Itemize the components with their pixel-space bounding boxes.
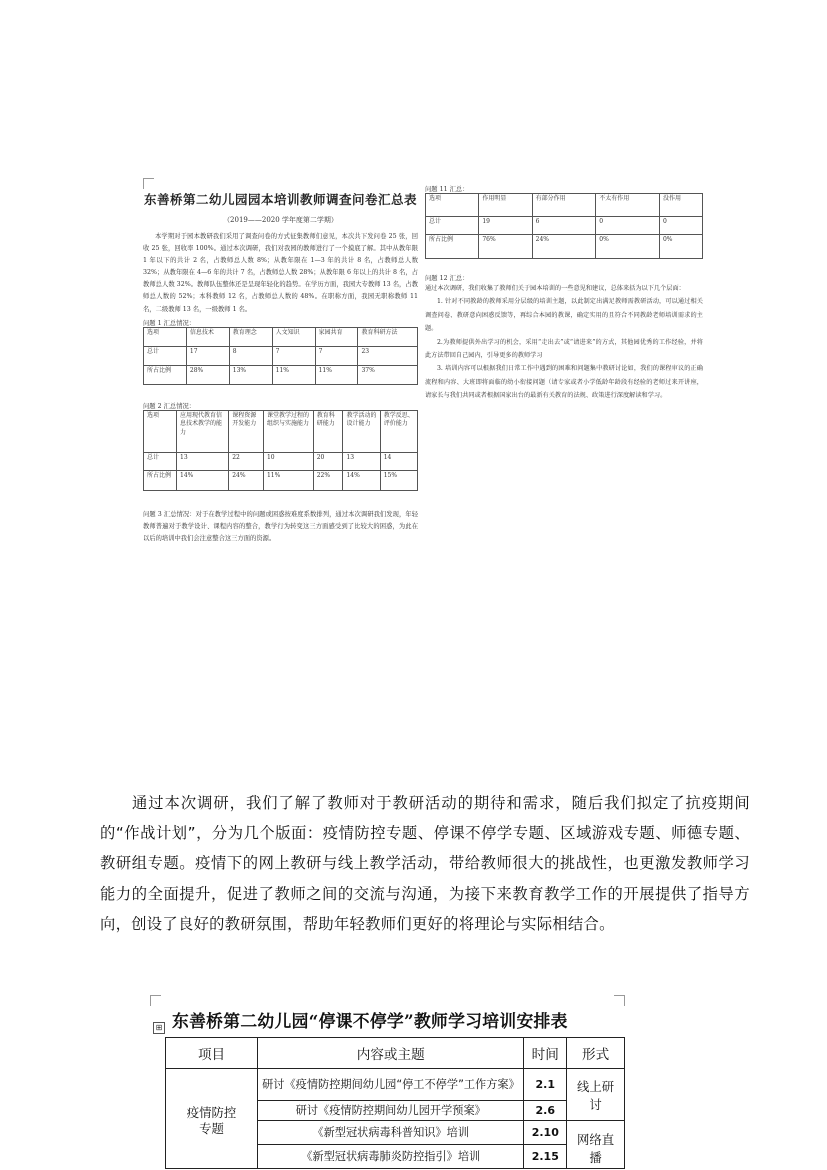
table-cell: 17 — [186, 346, 229, 365]
table-cell: 7 — [315, 346, 358, 365]
table-row — [144, 346, 418, 365]
table-cell: 教育理念 — [229, 327, 272, 346]
table-cell: 14% — [343, 470, 380, 490]
q2-table — [143, 410, 418, 491]
table-cell: 教学反思、评价能力 — [380, 410, 417, 452]
table-cell: 0% — [659, 235, 702, 259]
table-cell: 所占比例 — [144, 470, 177, 490]
table-cell: 7 — [272, 346, 315, 365]
table-row — [144, 470, 418, 490]
form-cell: 线上研讨 — [567, 1069, 625, 1121]
table-row — [426, 194, 703, 217]
date-cell: 2.1 — [524, 1069, 567, 1101]
table-cell: 不太有作用 — [596, 194, 660, 217]
q11-label: 问题 11 汇总： — [425, 186, 469, 193]
table-cell: 课堂教学过程的组织与实施能力 — [263, 410, 313, 452]
q11-table — [425, 193, 703, 259]
table-cell: 6 — [532, 217, 596, 235]
table-header-row — [166, 1038, 625, 1069]
q12-label: 问题 12 汇总： — [425, 275, 469, 282]
column-header: 内容或主题 — [258, 1038, 524, 1069]
table-cell: 总计 — [426, 217, 479, 235]
table-row — [166, 1069, 625, 1101]
q2-label: 问题 2 汇总情况： — [143, 402, 196, 410]
table-cell: 教学活动的设计能力 — [343, 410, 380, 452]
table-cell: 选项 — [144, 327, 187, 346]
q3-summary: 问题 3 汇总情况：对于在教学过程中的问题或困惑按难度系数排列，通过本次调研我们发现，年轻教师普遍对于教学设计、课程内容的整合，教学行为转变这三方面感受到了比较大的困惑，为此在以后的培训中我们会注意整合这三方面的资源。 — [143, 510, 418, 542]
table-cell: 11% — [263, 470, 313, 490]
table-row — [426, 235, 703, 259]
table-cell: 作用明显 — [479, 194, 532, 217]
table-cell: 23 — [358, 346, 418, 365]
table-cell: 人文知识 — [272, 327, 315, 346]
table-cell: 家园共育 — [315, 327, 358, 346]
table-cell: 13 — [177, 452, 229, 470]
table-cell: 0 — [659, 217, 702, 235]
survey-intro: 本学期对于园本教研我们采用了调查问卷的方式征集教师们意见，本次共下发问卷 25 张，回收 25 张，回收率 100%。通过本次调研，我们对我园的教师进行了一个摸底了解。其中从教年限 1 年以下的共计 2 名，占教师总人数 8%；从教年限在 1—3 年的共计 8 名，占教师总人数 32%；从教年限在 4—6 年的共计 7 名，占教师总人数 28%；从教年限 6 年以上的共计 8 名，占教师总人数 32%。教师队伍整体还是呈现年轻化的趋势。在学历方面，我园大专教师 13 名，占教师总人数的 52%；本科教师 12 名，占教师总人数的 48%。在职称方面，我园无职称教师 11 名，二级教师 13 名，一级教师 1 名。 — [143, 233, 418, 313]
table-cell: 76% — [479, 235, 532, 259]
table-cell: 0% — [596, 235, 660, 259]
survey-subtitle: （2019——2020 学年度第二学期） — [223, 216, 338, 224]
content-cell: 《新型冠状病毒肺炎防控指引》培训 — [258, 1145, 524, 1169]
table-cell: 总计 — [144, 452, 177, 470]
crop-mark — [150, 995, 161, 1006]
table-cell: 8 — [229, 346, 272, 365]
table-cell: 没作用 — [659, 194, 702, 217]
table-cell: 教育科研能力 — [313, 410, 343, 452]
table-row — [144, 452, 418, 470]
table-cell: 信息技术 — [186, 327, 229, 346]
survey-left-column — [143, 178, 418, 545]
q12-points — [425, 295, 703, 402]
table-cell: 课程资源开发能力 — [229, 410, 264, 452]
table-cell: 20 — [313, 452, 343, 470]
table-row — [144, 410, 418, 452]
table-row — [426, 217, 703, 235]
date-cell: 2.10 — [524, 1121, 567, 1145]
table-cell: 24% — [229, 470, 264, 490]
column-header: 时间 — [524, 1038, 567, 1069]
table-cell: 总计 — [144, 346, 187, 365]
table-cell: 14% — [177, 470, 229, 490]
table-cell: 11% — [272, 365, 315, 384]
training-schedule-image — [150, 995, 625, 1170]
table-cell: 22 — [229, 452, 264, 470]
q12-point: 1. 针对不同教龄的教师采用分层级的培训主题，以此制定出满足教师需教研活动，可以通过相关调查问卷、教研意向困惑反馈等，再综合本园的教课，确定实用的且符合不同教龄老师培训需求的主题。 — [425, 298, 703, 333]
table-cell: 24% — [532, 235, 596, 259]
date-cell: 2.15 — [524, 1145, 567, 1169]
q12-point: 3. 培训内容可以根据我们日常工作中遇到的困难和问题集中教研讨论如，我们的课程审议的正确流程和内容、大班即将面临的幼小衔接问题（请专家或者小学低龄年龄段有经验的老师过来开讲座，请家长与我们共同或者根据国家出台的最新有关教育的法规、政策进行深度解读和学习。 — [425, 365, 703, 400]
table-cell: 13 — [343, 452, 380, 470]
table-cell: 应用现代教育信息技术教学的能力 — [177, 410, 229, 452]
table-cell: 选项 — [144, 410, 177, 452]
schedule-title: 东善桥第二幼儿园“停课不停学”教师学习培训安排表 — [172, 1011, 568, 1031]
table-cell: 15% — [380, 470, 417, 490]
table-row — [144, 327, 418, 346]
group-cell — [166, 1069, 258, 1169]
q12-point: 2.为教师提供外出学习的机会，采用“走出去”或“请进来”的方式，其他园优秀的工作经验，并将此方法带回自己园内，引导更多的教师学习 — [425, 338, 703, 360]
table-cell: 0 — [596, 217, 660, 235]
q1-table — [143, 327, 418, 385]
content-cell: 《新型冠状病毒科普知识》培训 — [258, 1121, 524, 1145]
table-cell: 10 — [263, 452, 313, 470]
form-cell: 网络直播 — [567, 1121, 625, 1169]
table-cell: 37% — [358, 365, 418, 384]
content-cell: 研讨《疫情防控期间幼儿园“停工不停学”工作方案》 — [258, 1069, 524, 1101]
q12-intro: 通过本次调研，我们收集了教师们关于园本培训的一些意见和建议，总体来括为以下几个层面： — [425, 285, 685, 292]
table-cell: 22% — [313, 470, 343, 490]
table-cell: 教育科研方法 — [358, 327, 418, 346]
date-cell: 2.6 — [524, 1101, 567, 1121]
crop-mark — [614, 995, 625, 1006]
body-text — [100, 788, 750, 939]
column-header: 形式 — [567, 1038, 625, 1069]
table-cell: 11% — [315, 365, 358, 384]
table-cell: 14 — [380, 452, 417, 470]
table-cell: 选项 — [426, 194, 479, 217]
survey-right-column — [425, 178, 703, 403]
table-cell: 19 — [479, 217, 532, 235]
schedule-table — [165, 1037, 625, 1169]
body-paragraph: 通过本次调研，我们了解了教师对于教研活动的期待和需求，随后我们拟定了抗疫期间的“作战计划”，分为几个版面：疫情防控专题、停课不停学专题、区域游戏专题、师德专题、教研组专题。疫情下的网上教研与线上教学活动，带给教师很大的挑战性，也更激发教师学习能力的全面提升，促进了教师之间的交流与沟通，为接下来教育教学工作的开展提供了指导方向，创设了良好的教研氛围，帮助年轻教师们更好的将理论与实际相结合。 — [100, 794, 750, 933]
column-header: 项目 — [166, 1038, 258, 1069]
survey-summary-image — [143, 178, 703, 598]
table-row — [144, 365, 418, 384]
table-cell: 28% — [186, 365, 229, 384]
survey-title: 东善桥第二幼儿园园本培训教师调查问卷汇总表 — [143, 192, 417, 207]
content-cell: 研讨《疫情防控期间幼儿园开学预案》 — [258, 1101, 524, 1121]
table-cell: 有部分作用 — [532, 194, 596, 217]
group-label: 疫情防控专题 — [186, 1105, 237, 1136]
table-move-handle-icon[interactable]: ⊞ — [153, 1022, 165, 1034]
table-cell: 13% — [229, 365, 272, 384]
table-cell: 所占比例 — [426, 235, 479, 259]
table-cell: 所占比例 — [144, 365, 187, 384]
q1-label: 问题 1 汇总情况： — [143, 319, 196, 327]
